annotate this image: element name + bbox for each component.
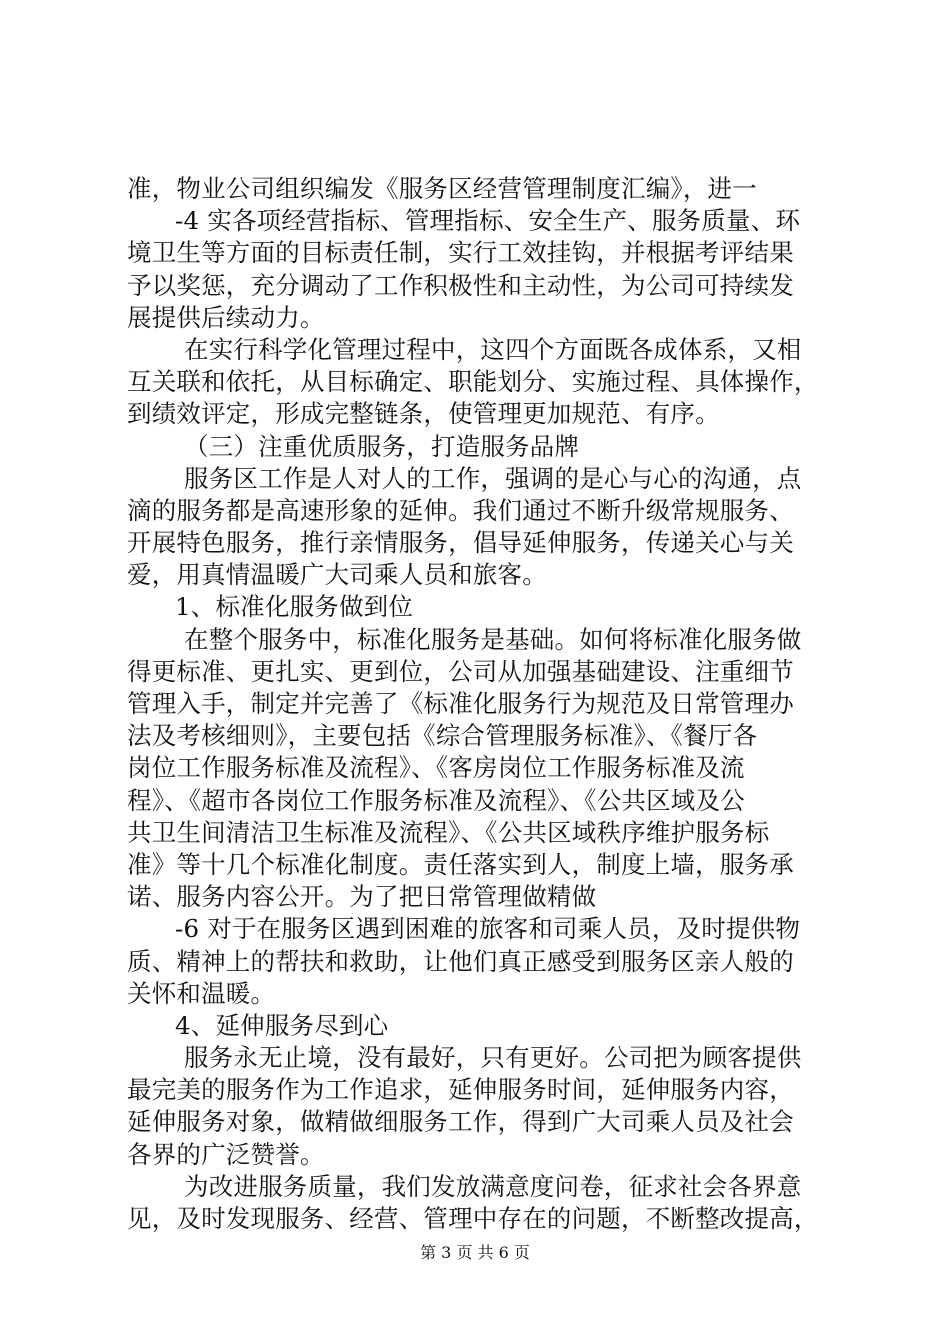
text-line-23: 诺、服务内容公开。为了把日常管理做精做	[127, 882, 597, 912]
text-line-2: -4 实各项经营指标、管理指标、安全生产、服务质量、环	[175, 206, 801, 236]
text-line-24: -6 对于在服务区遇到困难的旅客和司乘人员，及时提供物	[175, 914, 801, 944]
text-line-5: 展提供后续动力。	[127, 302, 325, 332]
text-line-15: 在整个服务中，标准化服务是基础。如何将标准化服务做	[184, 624, 802, 654]
text-line-8: 到绩效评定，形成完整链条，使管理更加规范、有序。	[127, 399, 720, 429]
text-line-21: 共卫生间清洁卫生标准及流程》、《公共区域秩序维护服务标	[127, 817, 770, 847]
text-line-30: 延伸服务对象，做精做细服务工作，得到广大司乘人员及社会	[127, 1107, 794, 1137]
text-line-28: 服务永无止境，没有最好，只有更好。公司把为顾客提供	[184, 1043, 802, 1073]
subsection-heading-1: 1、标准化服务做到位	[175, 592, 414, 622]
document-body	[127, 173, 832, 1235]
text-line-1: 准，物业公司组织编发《服务区经营管理制度汇编》，进一	[127, 174, 757, 203]
text-line-4: 予以奖惩，充分调动了工作积极性和主动性，为公司可持续发	[127, 270, 794, 300]
text-line-7: 互关联和依托，从目标确定、职能划分、实施过程、具体操作，	[127, 367, 819, 397]
text-line-20: 程》、《超市各岗位工作服务标准及流程》、《公共区域及公	[127, 785, 745, 815]
text-line-29: 最完美的服务作为工作追求，延伸服务时间，延伸服务内容，	[127, 1075, 794, 1105]
text-line-10: 服务区工作是人对人的工作，强调的是心与心的沟通，点	[184, 463, 802, 493]
text-line-25: 质、精神上的帮扶和救助，让他们真正感受到服务区亲人般的	[127, 946, 794, 976]
text-line-12: 开展特色服务，推行亲情服务，倡导延伸服务，传递关心与关	[127, 528, 794, 558]
text-line-11: 滴的服务都是高速形象的延伸。我们通过不断升级常规服务、	[127, 495, 794, 525]
text-line-3: 境卫生等方面的目标责任制，实行工效挂钩，并根据考评结果	[127, 238, 794, 268]
text-line-18: 法及考核细则》，主要包括《综合管理服务标准》、《餐厅各	[127, 721, 758, 751]
section-heading: （三）注重优质服务，打造服务品牌	[184, 431, 580, 461]
text-line-32: 为改进服务质量，我们发放满意度问卷，征求社会各界意	[184, 1171, 802, 1201]
text-line-13: 爱，用真情温暖广大司乘人员和旅客。	[127, 560, 547, 590]
text-line-17: 管理入手，制定并完善了《标准化服务行为规范及日常管理办	[127, 689, 794, 718]
subsection-heading-4: 4、延伸服务尽到心	[175, 1010, 389, 1040]
text-line-26: 关怀和温暖。	[127, 978, 276, 1008]
text-line-6: 在实行科学化管理过程中，这四个方面既各成体系，又相	[184, 334, 802, 364]
text-line-22: 准》等十几个标准化制度。责任落实到人，制度上墙，服务承	[127, 849, 794, 879]
text-line-19: 岗位工作服务标准及流程》、《客房岗位工作服务标准及流	[127, 753, 745, 783]
text-line-16: 得更标准、更扎实、更到位，公司从加强基础建设、注重细节	[127, 656, 794, 686]
text-line-33: 见，及时发现服务、经营、管理中存在的问题，不断整改提高，	[127, 1204, 819, 1233]
page-number-footer: 第 3 页 共 6 页	[420, 1243, 530, 1262]
text-line-31: 各界的广泛赞誉。	[127, 1139, 325, 1169]
